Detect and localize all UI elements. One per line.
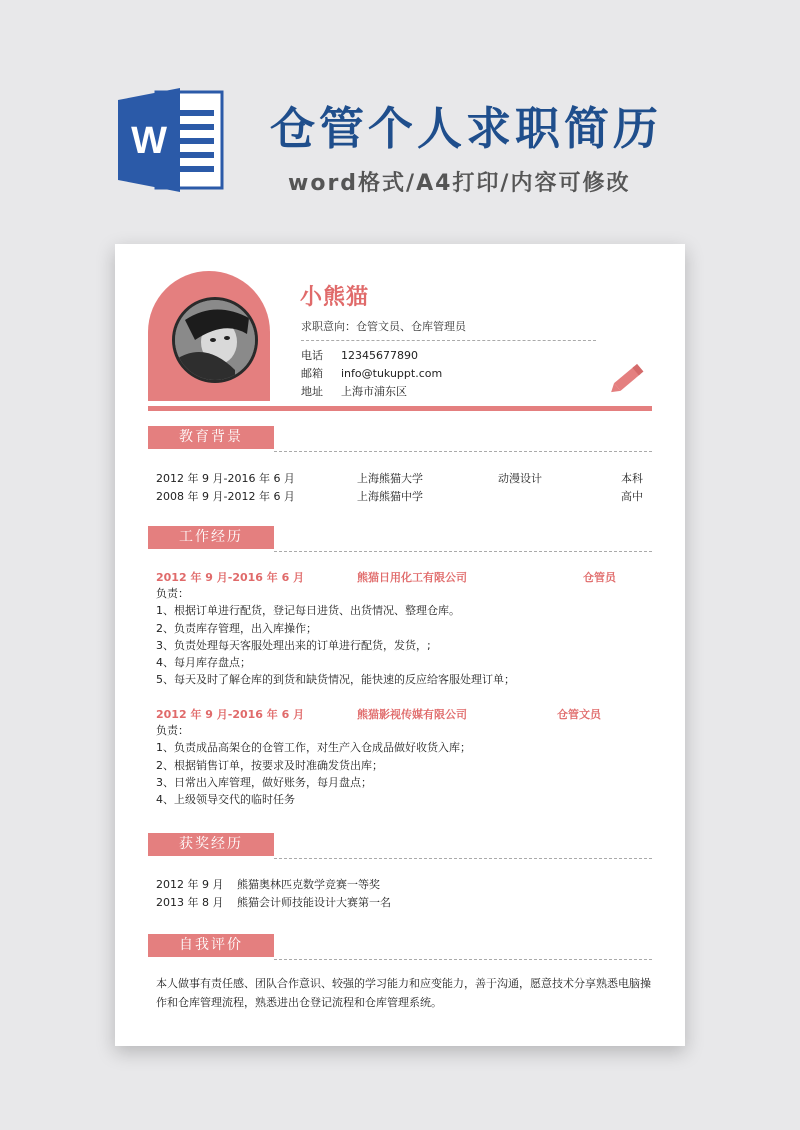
job-duties — [156, 722, 471, 808]
job-company: 熊猫日用化工有限公司 — [357, 571, 467, 584]
section-title-awards: 获奖经历 — [148, 833, 274, 856]
edu-degree: 本科 — [621, 472, 643, 485]
duty-line: 1、负责成品高架仓的仓管工作，对生产入仓成品做好收货入库； — [156, 741, 471, 755]
award-date: 2012 年 9 月 — [156, 878, 224, 891]
duty-line: 4、上级领导交代的临时任务 — [156, 793, 295, 807]
duty-line: 2、负责库存管理，出入库操作； — [156, 621, 317, 635]
contact-email — [301, 365, 442, 383]
job-intent: 求职意向：仓管文员、仓库管理员 — [301, 320, 466, 333]
resume-page — [115, 244, 685, 1046]
edu-period: 2012 年 9 月-2016 年 6 月 — [156, 472, 295, 485]
candidate-name: 小熊猫 — [300, 285, 370, 310]
section-divider — [274, 858, 652, 859]
duty-line: 3、日常出入库管理，做好账务，每月盘点； — [156, 775, 372, 789]
edu-major: 动漫设计 — [498, 472, 542, 485]
promo-banner — [0, 0, 800, 240]
contact-label: 电话 — [301, 349, 323, 362]
pencil-icon — [608, 360, 648, 396]
word-icon-letter: W — [131, 120, 167, 162]
edu-school: 上海熊猫中学 — [357, 490, 423, 503]
job-position: 仓管员 — [583, 571, 616, 584]
job-period: 2012 年 9 月-2016 年 6 月 — [156, 708, 305, 721]
section-divider — [274, 551, 652, 552]
award-date: 2013 年 8 月 — [156, 896, 224, 909]
section-title-work: 工作经历 — [148, 526, 274, 549]
job-period: 2012 年 9 月-2016 年 6 月 — [156, 571, 305, 584]
contact-phone — [301, 347, 442, 365]
banner-title: 仓管个人求职简历 — [270, 102, 663, 155]
duty-line: 1、根据订单进行配货，登记每日进货、出货情况、整理仓库。 — [156, 604, 460, 618]
phone-value: 12345677890 — [341, 349, 418, 362]
section-divider — [274, 959, 652, 960]
contact-address — [301, 383, 442, 401]
job-position: 仓管文员 — [557, 708, 601, 721]
duty-line: 负责： — [156, 724, 189, 737]
duty-line: 4、每月库存盘点； — [156, 656, 251, 670]
profile-photo — [172, 297, 258, 383]
section-divider — [274, 451, 652, 452]
edu-school: 上海熊猫大学 — [357, 472, 423, 485]
duty-line: 负责： — [156, 587, 189, 600]
word-document-icon — [118, 88, 226, 192]
section-title-self-eval: 自我评价 — [148, 934, 274, 957]
duty-line: 3、负责处理每天客服处理出来的订单进行配货，发货，; — [156, 638, 431, 652]
banner-subtitle: word格式/A4打印/内容可修改 — [288, 171, 631, 196]
award-name: 熊猫奥林匹克数学竞赛一等奖 — [237, 878, 380, 891]
header-accent-bar — [148, 406, 652, 411]
portrait-image — [175, 300, 255, 380]
edu-period: 2008 年 9 月-2012 年 6 月 — [156, 490, 295, 503]
contact-info — [301, 347, 442, 401]
contact-label: 邮箱 — [301, 367, 323, 380]
award-name: 熊猫会计师技能设计大赛第一名 — [237, 896, 391, 909]
email-value: info@tukuppt.com — [341, 367, 443, 380]
self-evaluation-text: 本人做事有责任感、团队合作意识、较强的学习能力和应变能力，善于沟通，愿意技术分享熟悉电脑操作和仓库管理流程，熟悉进出仓登记流程和仓库管理系统。 — [156, 977, 651, 1009]
edu-degree: 高中 — [621, 490, 643, 503]
job-duties — [156, 585, 515, 689]
section-title-education: 教育背景 — [148, 426, 274, 449]
address-value: 上海市浦东区 — [341, 385, 407, 398]
job-company: 熊猫影视传媒有限公司 — [357, 708, 467, 721]
contact-label: 地址 — [301, 385, 323, 398]
duty-line: 2、根据销售订单，按要求及时准确发货出库； — [156, 758, 383, 772]
duty-line: 5、每天及时了解仓库的到货和缺货情况，能快速的反应给客服处理订单； — [156, 673, 515, 687]
header-divider — [301, 340, 596, 341]
